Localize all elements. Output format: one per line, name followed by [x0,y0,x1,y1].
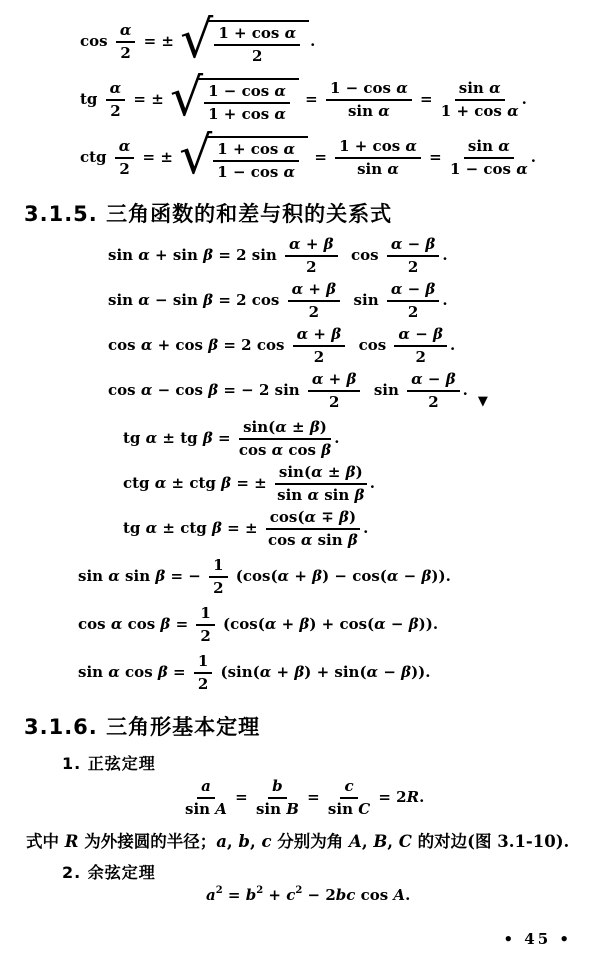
formula-ctg-pm-ctg: ctg α ± ctg β = ± $\frac{\sin(\alpha \pm \beta)}{\text{sin α sin β}}$ . [123,463,375,504]
formula-law-of-sines: $\frac{a}{\text{sin A}}$ = $\frac{b}{\text{sin B}}$ = $\frac{c}{\text{sin C}}$ = 2R. [185,777,425,818]
sum-product-formula-block [24,236,584,693]
formula-law-of-cosines: $a^2 = b^2 + c^2 - 2bc$ cos A. [206,885,411,904]
formula-cos-minus-cos: cos α − cos β = − 2 sin $\frac{\alpha + \beta}{2}$ sin $\frac{\alpha - \beta}{2}$ .▼ [108,370,488,411]
formula-tg-half-angle: tg $\frac{\alpha}{2}$ = ± √ $\frac{\text{1 − cos α}}{\text{1 + cos α}}$ = $\frac{\text{1 − cos α}}{\text{sin α}}$ = $\frac{\text{sin α}}{\text{1 + cos α}}$ . [80,68,527,128]
section-heading-3-1-5: 3.1.5. 三角函数的和差与积的关系式 [24,202,393,226]
formula-sin-sin-product: sin α sin β = − $\frac{1}{2}$ (cos(α + β) − cos(α − β)). [78,556,451,597]
formula-cos-cos-product: cos α cos β = $\frac{1}{2}$ (cos(α + β) + cos(α − β)). [78,604,439,645]
sine-rule-note: 式中 R 为外接圆的半径；a, b, c 分别为角 A, B, C 的对边(图 3.1-10). [26,832,570,851]
formula-tg-pm-ctg: tg α ± ctg β = ± $\frac{\cos(\alpha \mp \beta)}{\text{cos α sin β}}$ . [123,508,369,549]
formula-cos-plus-cos: cos α + cos β = 2 cos $\frac{\alpha + \beta}{2}$ cos $\frac{\alpha - \beta}{2}$ . [108,325,456,366]
triangle-theorem-block [24,751,584,904]
page-number: • 45 • [503,930,572,948]
cosine-rule-label: 2. 余弦定理 [62,863,156,882]
formula-tg-pm-tg: tg α ± tg β = $\frac{\sin(\alpha \pm \beta)}{\text{cos α cos β}}$ . [123,418,340,459]
formula-sin-plus-sin: sin α + sin β = 2 sin $\frac{\alpha + \beta}{2}$ cos $\frac{\alpha - \beta}{2}$ . [108,235,448,276]
formula-sin-minus-sin: sin α − sin β = 2 cos $\frac{\alpha + \beta}{2}$ sin $\frac{\alpha - \beta}{2}$ . [108,280,448,321]
section-heading-3-1-6: 3.1.6. 三角形基本定理 [24,715,261,739]
formula-sin-cos-product: sin α cos β = $\frac{1}{2}$ (sin(α + β) + sin(α − β)). [78,652,431,693]
half-angle-formula-block [24,10,584,186]
formula-cos-half-angle: cos $\frac{\alpha}{2}$ = ± √ $\frac{\text{1 + cos α}}{2}$ . [80,10,316,70]
sine-rule-label: 1. 正弦定理 [62,754,156,773]
formula-ctg-half-angle: ctg $\frac{\alpha}{2}$ = ± √ $\frac{\text{1 + cos α}}{\text{1 − cos α}}$ = $\frac{\text{1 + cos α}}{\text{sin α}}$ = $\frac{\text{sin α}}{\text{1 − cos α}}$ . [80,126,536,186]
